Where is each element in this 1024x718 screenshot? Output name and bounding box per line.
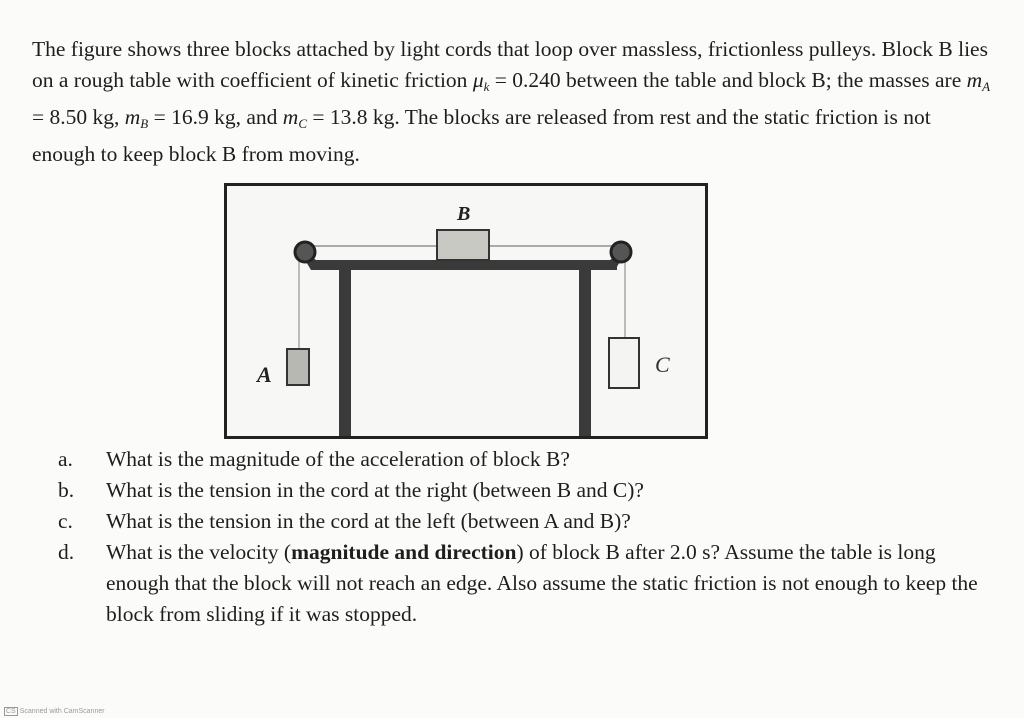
mass-b-subscript: B: [140, 116, 149, 131]
question-text: What is the tension in the cord at the left (between A and B)?: [106, 509, 631, 533]
label-c: C: [655, 352, 670, 377]
intro-text-2: between the table and block B; the masses are: [560, 68, 967, 92]
mass-c-value: = 13.8 kg. The blocks are released from rest and the static friction is not enough to keep block B from moving.: [32, 105, 931, 166]
block-c: [609, 338, 639, 388]
question-c: [58, 506, 988, 537]
mass-c-subscript: C: [298, 116, 307, 131]
watermark-text: Scanned with CamScanner: [19, 708, 105, 715]
pulley-figure: [224, 183, 708, 439]
table-top: [311, 260, 617, 270]
question-marker: b.: [58, 478, 75, 502]
mass-a-symbol: m: [966, 68, 983, 92]
mass-a-value: = 8.50 kg,: [32, 105, 125, 129]
mu-value: = 0.240: [489, 68, 561, 92]
pulley-diagram: [227, 186, 705, 436]
block-a: [287, 349, 309, 385]
question-text-continued: ) of block B after 2.0 s? Assume the table is long enough that the block will not reach an edge. Also assume the static friction is not enough to keep the block from sliding if it was stopped.: [106, 540, 978, 626]
question-marker: c.: [58, 509, 73, 533]
table-leg-right: [579, 270, 591, 436]
question-b: [58, 475, 988, 506]
table-leg-left: [339, 270, 351, 436]
intro-text-1: The figure shows three blocks attached by light cords that loop over massless, frictionless pulleys. Block B lies on a rough table with coefficient of kinetic friction: [32, 37, 988, 92]
left-pulley: [295, 242, 315, 262]
mass-b-symbol: m: [124, 105, 141, 129]
mass-a-subscript: A: [982, 79, 991, 94]
mass-b-value: = 16.9 kg, and: [148, 105, 283, 129]
question-text: What is the tension in the cord at the right (between B and C)?: [106, 478, 644, 502]
block-b: [437, 230, 489, 260]
right-pulley: [611, 242, 631, 262]
label-a: A: [257, 362, 272, 387]
question-emphasis: magnitude and direction: [291, 540, 517, 564]
question-marker: d.: [58, 540, 75, 564]
question-text: What is the velocity (: [106, 540, 292, 564]
label-b: B: [457, 203, 471, 225]
problem-paragraph: [32, 34, 992, 170]
question-d: [58, 537, 988, 630]
question-a: [58, 444, 988, 475]
problem-statement: [32, 34, 992, 170]
scanner-watermark: [4, 708, 105, 715]
question-list: [58, 444, 988, 630]
question-marker: a.: [58, 447, 73, 471]
camscanner-logo: CS: [6, 708, 16, 715]
mass-c-symbol: m: [282, 105, 299, 129]
question-text: What is the magnitude of the acceleration of block B?: [106, 447, 570, 471]
mu-symbol: μ: [472, 68, 484, 92]
mu-subscript: k: [483, 79, 490, 94]
